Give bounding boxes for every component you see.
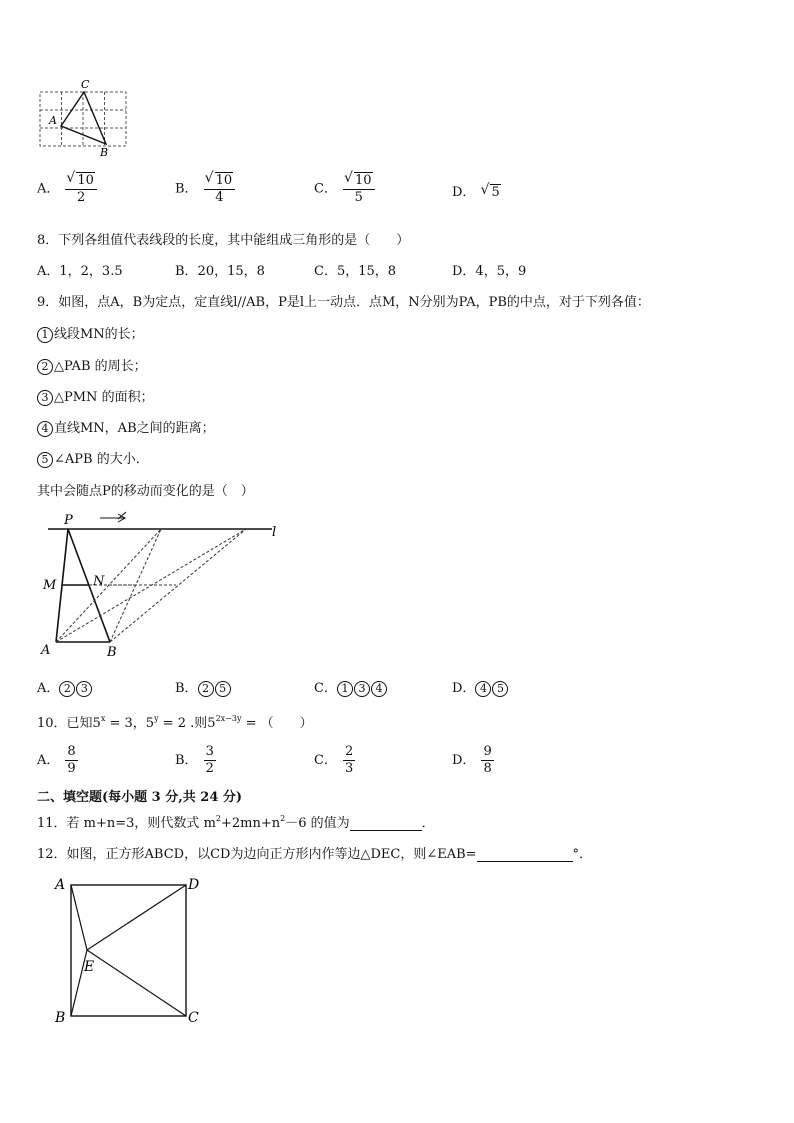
q9-item-2: 2 △PAB 的周长； [37, 355, 147, 375]
option-letter: C． [314, 753, 337, 768]
fraction: √ $\frac{10}{4}$ [204, 172, 236, 206]
q12-label-d: D [188, 877, 200, 893]
q9-label-a: A [41, 643, 51, 658]
q9-label-n: N [93, 574, 105, 589]
q8-option-b[interactable]: B．20，15，8 [175, 264, 265, 279]
q9-option-a[interactable]: A． 2 3 [37, 677, 93, 697]
option-letter: B． [175, 753, 198, 768]
q7-option-c[interactable] [314, 172, 375, 206]
q9-option-d[interactable]: D． 4 5 [452, 677, 509, 697]
q8-option-d[interactable]: D．4，5，9 [452, 264, 527, 279]
sqrt: √ 5 [481, 184, 500, 200]
q9-item-1: 1 线段MN的长； [37, 323, 144, 343]
q11-answer-blank[interactable] [350, 815, 422, 831]
q12-label-c: C [188, 1010, 199, 1026]
q12-label-b: B [55, 1010, 66, 1026]
option-letter: B． [175, 681, 198, 696]
option-letter: A． [37, 681, 60, 696]
q8-option-c[interactable]: C．5，15，8 [314, 264, 397, 279]
q9-option-c[interactable]: C． 1 3 4 [314, 677, 388, 697]
q9-label-m: M [43, 578, 57, 593]
q12-figure [50, 872, 250, 1032]
fraction: $\frac{8}{9}$ [67, 744, 76, 776]
option-letter: A． [37, 181, 60, 197]
fraction: √ $\frac{10}{2}$ [65, 172, 97, 206]
q9-item-3: 3 △PMN 的面积； [37, 386, 154, 406]
q7-option-b[interactable] [175, 172, 235, 206]
q9-label-p: P [64, 513, 73, 528]
q10-stem: 10．已知$5^x = 3$，$5^y = 2$ .则$5^{2x-3y}$ = （ ） [37, 714, 313, 731]
option-letter: B． [175, 181, 198, 197]
q9-question: 其中会随点P的移动而变化的是（ ） [37, 484, 254, 499]
q9-label-l: l [272, 525, 277, 540]
q10-option-c[interactable] [314, 744, 355, 777]
q7-grid-figure [36, 78, 132, 160]
fraction: $\frac{9}{8}$ [483, 744, 492, 776]
option-letter: A． [37, 753, 60, 768]
option-letter: C． [314, 181, 337, 197]
q11-stem: 11．若 m+n=3，则代数式 $m^2+2mn+n^2-6$ 的值为 ． [37, 814, 435, 831]
q9-item-4: 4 直线MN，AB之间的距离； [37, 417, 215, 437]
q10-option-b[interactable] [175, 744, 216, 777]
option-letter: D． [452, 185, 476, 200]
q7-label-c: C [81, 78, 90, 91]
q10-option-a[interactable] [37, 744, 78, 777]
q9-stem: 9．如图，点A，B为定点，定直线l//AB，P是l上一动点．点M，N分别为PA，PB的中点，对于下列各值： [37, 295, 650, 310]
q10-option-d[interactable] [452, 744, 494, 777]
q7-option-a[interactable] [37, 172, 97, 206]
q7-label-a: A [49, 114, 57, 127]
q12-stem: 12．如图，正方形ABCD，以CD为边向正方形内作等边△DEC，则∠EAB= °． [37, 847, 593, 862]
q7-option-d[interactable] [452, 181, 501, 200]
q9-option-b[interactable]: B． 2 5 [175, 677, 232, 697]
fraction: $\frac{3}{2}$ [205, 744, 214, 776]
q12-label-a: A [55, 877, 66, 893]
fraction: √ $\frac{10}{5}$ [343, 172, 375, 206]
option-letter: D． [452, 753, 476, 768]
q9-figure [36, 505, 286, 660]
q8-option-a[interactable]: A．1，2，3.5 [37, 264, 123, 279]
q9-label-b: B [107, 645, 117, 660]
option-letter: D． [452, 681, 476, 696]
q8-stem: 8．下列各组值代表线段的长度，其中能组成三角形的是（ ） [37, 233, 410, 248]
section-2-title: 二、填空题(每小题 3 分,共 24 分) [37, 790, 243, 805]
q7-label-b: B [100, 146, 109, 159]
q12-answer-blank[interactable] [477, 846, 573, 862]
option-letter: C． [314, 681, 337, 696]
q9-item-5: 5 ∠APB 的大小． [37, 448, 149, 468]
fraction: $\frac{2}{3}$ [344, 744, 354, 776]
q12-label-e: E [84, 959, 95, 975]
